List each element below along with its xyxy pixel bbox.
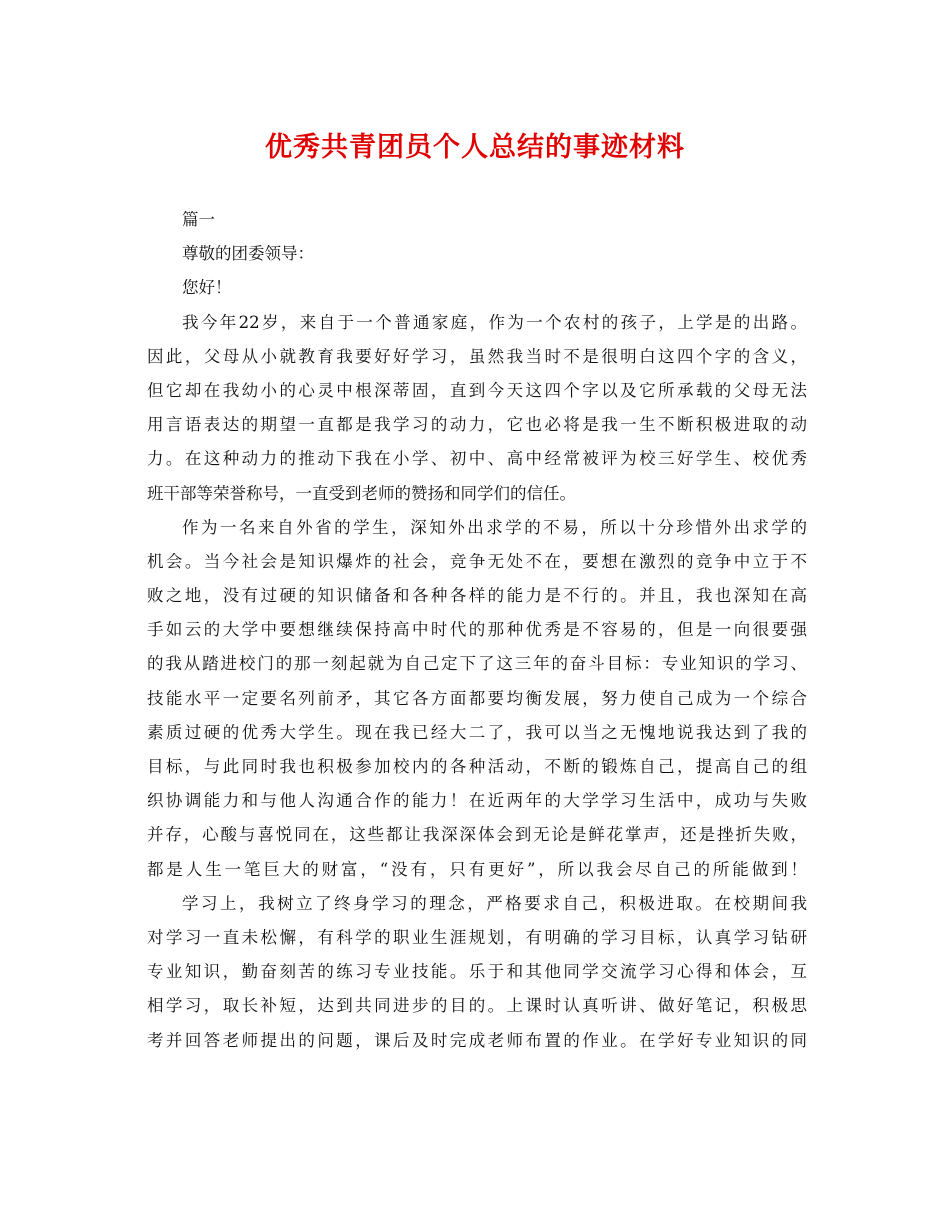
text-line: 尊敬的团委领导：	[182, 244, 314, 264]
text-line: 织协调能力和与他人沟通合作的能力！在近两年的大学学习生活中，成功与失败	[147, 791, 807, 811]
text-line: 相学习，取长补短，达到共同进步的目的。上课时认真听讲、做好笔记，积极思	[147, 996, 807, 1016]
text-line: 您好！	[182, 278, 232, 298]
document-body	[147, 203, 807, 1058]
text-line: 用言语表达的期望一直都是我学习的动力，它也必将是我一生不断积极进取的动	[147, 415, 807, 435]
text-line: 但它却在我幼小的心灵中根深蒂固，直到今天这四个字以及它所承载的父母无法	[147, 380, 807, 400]
text-line: 我今年22岁，来自于一个普通家庭，作为一个农村的孩子，上学是的出路。	[182, 312, 807, 332]
text-line: 对学习一直未松懈，有科学的职业生涯规划，有明确的学习目标，认真学习钻研	[147, 927, 807, 947]
text-line: 都是人生一笔巨大的财富，“没有，只有更好”，所以我会尽自己的所能做到！	[147, 859, 807, 879]
text-line: 手如云的大学中要想继续保持高中时代的那种优秀是不容易的，但是一向很要强	[147, 620, 807, 640]
text-line: 作为一名来自外省的学生，深知外出求学的不易，所以十分珍惜外出求学的	[182, 517, 807, 537]
document-title: 优秀共青团员个人总结的事迹材料	[265, 132, 685, 163]
text-line: 素质过硬的优秀大学生。现在我已经大二了，我可以当之无愧地说我达到了我的	[147, 722, 807, 742]
text-line: 的我从踏进校门的那一刻起就为自己定下了这三年的奋斗目标：专业知识的学习、	[147, 654, 807, 674]
text-line: 篇一	[182, 210, 215, 229]
text-line: 败之地，没有过硬的知识储备和各种各样的能力是不行的。并且，我也深知在高	[147, 586, 807, 606]
text-line: 并存，心酸与喜悦同在，这些都让我深深体会到无论是鲜花掌声，还是挫折失败，	[147, 825, 807, 845]
text-line: 考并回答老师提出的问题，课后及时完成老师布置的作业。在学好专业知识的同	[147, 1030, 807, 1050]
text-line: 力。在这种动力的推动下我在小学、初中、高中经常被评为校三好学生、校优秀	[147, 449, 807, 469]
text-line: 因此，父母从小就教育我要好好学习，虽然我当时不是很明白这四个字的含义，	[147, 346, 807, 366]
text-line: 学习上，我树立了终身学习的理念，严格要求自己，积极进取。在校期间我	[182, 893, 807, 913]
text-line: 班干部等荣誉称号，一直受到老师的赞扬和同学们的信任。	[147, 483, 576, 503]
text-line: 机会。当今社会是知识爆炸的社会，竞争无处不在，要想在激烈的竞争中立于不	[147, 551, 807, 571]
text-line: 技能水平一定要名列前矛，其它各方面都要均衡发展，努力使自己成为一个综合	[147, 688, 807, 708]
text-line: 专业知识，勤奋刻苦的练习专业技能。乐于和其他同学交流学习心得和体会，互	[147, 962, 807, 982]
text-line: 目标，与此同时我也积极参加校内的各种活动，不断的锻炼自己，提高自己的组	[147, 757, 807, 776]
